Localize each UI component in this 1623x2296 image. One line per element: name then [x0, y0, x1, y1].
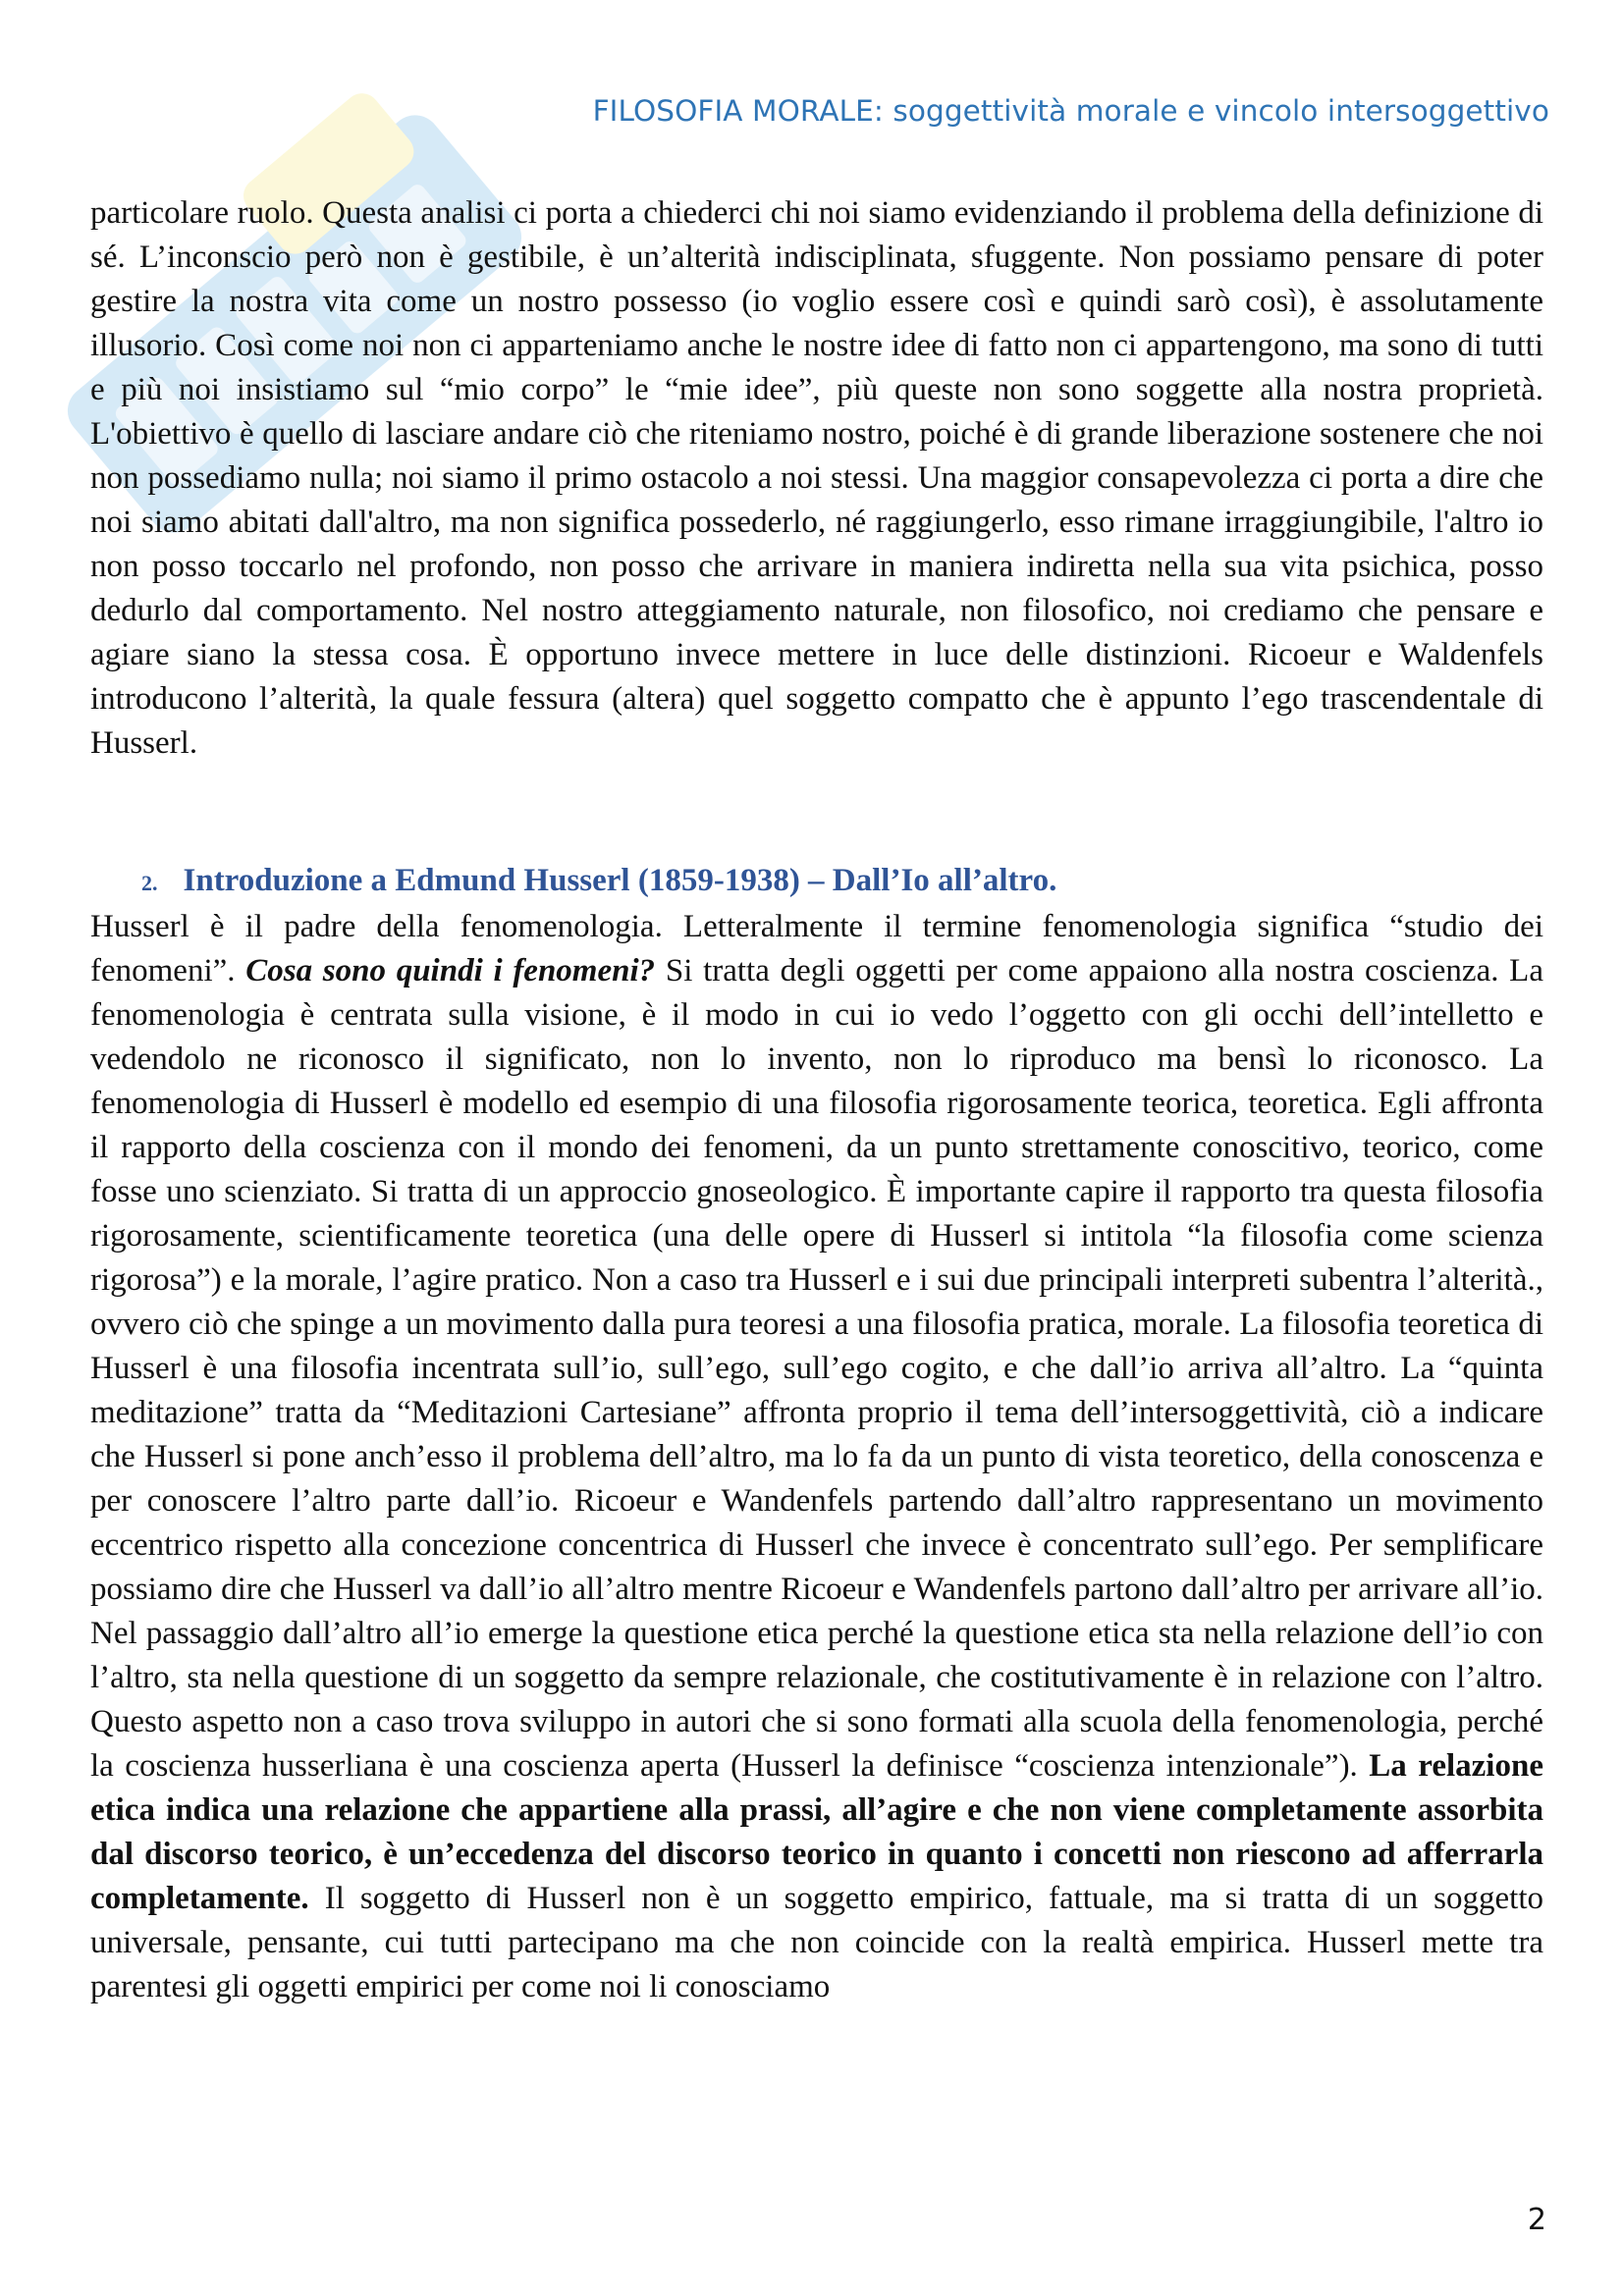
section-title: Introduzione a Edmund Husserl (1859-1938) – Dall’Io all’altro. — [183, 863, 1057, 898]
paragraph-continuation: particolare ruolo. Questa analisi ci porta a chiederci chi noi siamo evidenziando il problema della definizione di sé. L’inconscio però non è gestibile, è un’alterità indisciplinata, sfuggente. Non possiamo pensare di poter gestire la nostra vita come un nostro possesso (io voglio essere così e quindi sarò così), è assolutamente illusorio. Così come noi non ci apparteniamo anche le nostre idee di fatto non ci appartengono, ma sono di tutti e più noi insistiamo sul “mio corpo” le “mie idee”, più queste non sono soggette alla nostra proprietà. L'obiettivo è quello di lasciare andare ciò che riteniamo nostro, poiché è di grande liberazione sostenere che noi non possediamo nulla; noi siamo il primo ostacolo a noi stessi. Una maggior consapevolezza ci porta a dire che noi siamo abitati dall'altro, ma non significa possederlo, né raggiungerlo, esso rimane irraggiungibile, l'altro io non posso toccarlo nel profondo, non posso che arrivare in maniera indiretta nella sua vita psichica, posso dedurlo dal comportamento. Nel nostro atteggiamento naturale, non filosofico, noi crediamo che pensare e agiare siano la stessa cosa. È opportuno invece mettere in luce delle distinzioni. Ricoeur e Waldenfels introducono l’alterità, la quale fessura (altera) quel soggetto compatto che è appunto l’ego trascendentale di Husserl. — [90, 195, 1543, 761]
paragraph-text: Il soggetto di Husserl non è un soggetto empirico, fattuale, ma si tratta di un soggetto universale, pensante, cui tutti partecipano ma che non coincide con la realtà empirica. Husserl mette tra parentesi gli oggetti empirici per come noi li conosciamo — [90, 1881, 1543, 2004]
page-body — [90, 191, 1543, 2009]
emphasis-question: Cosa sono quindi i fenomeni? — [245, 953, 656, 988]
paragraph-text: Husserl è il padre della fenomenologia. Letteralmente il termine fenomenologia significa “studio dei fenomeni”. — [90, 909, 1543, 988]
section-heading — [90, 859, 1543, 905]
bold-statement: La relazione etica indica una relazione che appartiene alla prassi, all’agire e che non viene completamente assorbita dal discorso teorico, è un’eccedenza del discorso teorico in quanto i concetti non riescono ad afferrarla completamente. — [90, 1748, 1543, 1916]
page-number: 2 — [1527, 2203, 1546, 2237]
paragraph-husserl — [90, 905, 1543, 2009]
section-number: 2. — [141, 871, 158, 895]
running-header: FILOSOFIA MORALE: soggettività morale e vincolo intersoggettivo — [592, 94, 1549, 128]
paragraph-text: Si tratta degli oggetti per come appaiono alla nostra coscienza. La fenomenologia è centrata sulla visione, è il modo in cui io vedo l’oggetto con gli occhi dell’intelletto e vedendolo ne riconosco il significato, non lo invento, non lo riproduco ma bensì lo riconosco. La fenomenologia di Husserl è modello ed esempio di una filosofia rigorosamente teorica, teoretica. Egli affronta il rapporto della coscienza con il mondo dei fenomeni, da un punto strettamente conoscitivo, teorico, come fosse uno scienziato. Si tratta di un approccio gnoseologico. È importante capire il rapporto tra questa filosofia rigorosamente, scientificamente teoretica (una delle opere di Husserl si intitola “la filosofia come scienza rigorosa”) e la morale, l’agire pratico. Non a caso tra Husserl e i sui due principali interpreti subentra l’alterità., ovvero ciò che spinge a un movimento dalla pura teoresi a una filosofia pratica, morale. La filosofia teoretica di Husserl è una filosofia incentrata sull’io, sull’ego, sull’ego cogito, e che dall’io arriva all’altro. La “quinta meditazione” tratta da “Meditazioni Cartesiane” affronta proprio il tema dell’intersoggettività, ciò a indicare che Husserl si pone anch’esso il problema dell’altro, ma lo fa da un punto di vista teoretico, della conoscenza e per conoscere l’altro parte dall’io. Ricoeur e Wandenfels partendo dall’altro rappresentano un movimento eccentrico rispetto alla concezione concentrica di Husserl che invece è concentrato sull’ego. Per semplificare possiamo dire che Husserl va dall’io all’altro mentre Ricoeur e Wandenfels partono dall’altro per arrivare all’io. Nel passaggio dall’altro all’io emerge la questione etica perché la questione etica sta nella relazione dell’io con l’altro, sta nella questione di un soggetto da sempre relazionale, che costitutivamente è in relazione con l’altro. Questo aspetto non a caso trova sviluppo in autori che si sono formati alla scuola della fenomenologia, perché la coscienza husserliana è una coscienza aperta (Husserl la definisce “coscienza intenzionale”). — [90, 953, 1543, 1784]
